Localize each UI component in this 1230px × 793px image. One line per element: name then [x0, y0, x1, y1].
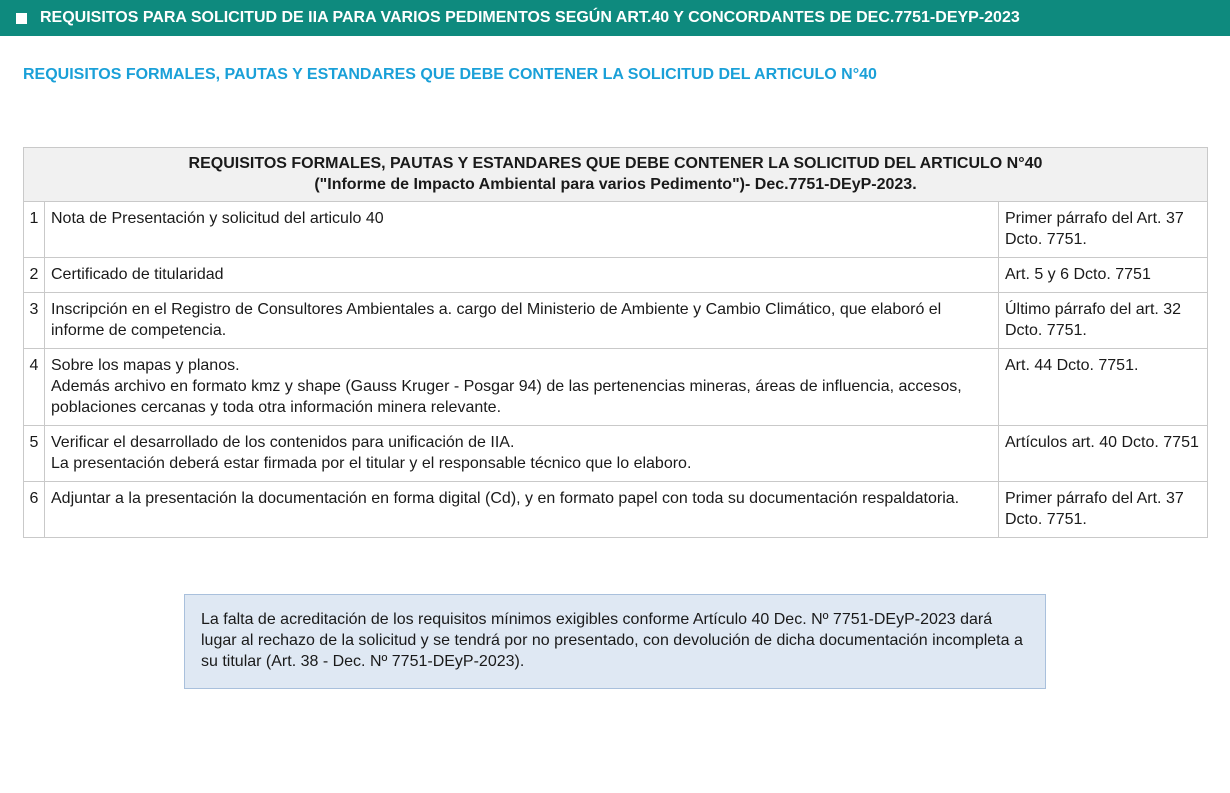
- row-requirement: [45, 349, 999, 426]
- row-reference: Primer párrafo del Art. 37 Dcto. 7751.: [999, 202, 1208, 258]
- table-row: [24, 293, 1208, 349]
- requirement-line: Nota de Presentación y solicitud del articulo 40: [51, 210, 384, 227]
- row-number: 1: [24, 202, 45, 258]
- table-row: [24, 258, 1208, 293]
- header-title: REQUISITOS PARA SOLICITUD DE IIA PARA VARIOS PEDIMENTOS SEGÚN ART.40 Y CONCORDANTES DE DEC.7751-DEYP-2023: [40, 9, 1020, 26]
- requirement-line: Verificar el desarrollado de los contenidos para unificación de IIA.: [51, 434, 515, 451]
- table-row: [24, 482, 1208, 538]
- table-title: [24, 148, 1208, 202]
- row-requirement: [45, 258, 999, 293]
- table-title-line1: REQUISITOS FORMALES, PAUTAS Y ESTANDARES QUE DEBE CONTENER LA SOLICITUD DEL ARTICULO N°40: [188, 155, 1043, 172]
- requirement-line: La presentación deberá estar firmada por el titular y el responsable técnico que lo elaboro.: [51, 455, 692, 472]
- row-number: 6: [24, 482, 45, 538]
- requirement-line: Inscripción en el Registro de Consultores Ambientales a. cargo del Ministerio de Ambiente y Cambio Climático, que elaboró el informe de competencia.: [51, 301, 942, 339]
- row-reference: Último párrafo del art. 32 Dcto. 7751.: [999, 293, 1208, 349]
- section-subheading: REQUISITOS FORMALES, PAUTAS Y ESTANDARES QUE DEBE CONTENER LA SOLICITUD DEL ARTICULO N°40: [23, 66, 877, 83]
- row-reference: Primer párrafo del Art. 37 Dcto. 7751.: [999, 482, 1208, 538]
- row-number: 2: [24, 258, 45, 293]
- row-requirement: [45, 293, 999, 349]
- table-row: [24, 202, 1208, 258]
- table-row: [24, 426, 1208, 482]
- header-bar: [0, 0, 1230, 36]
- rejection-notice: La falta de acreditación de los requisitos mínimos exigibles conforme Artículo 40 Dec. Nº 7751-DEyP-2023 dará lugar al rechazo de la solicitud y se tendrá por no presentado, con devolución de dicha documentación incompleta a su titular (Art. 38 - Dec. Nº 7751-DEyP-2023).: [184, 594, 1046, 689]
- row-number: 5: [24, 426, 45, 482]
- table-row: [24, 349, 1208, 426]
- row-reference: Artículos art. 40 Dcto. 7751: [999, 426, 1208, 482]
- row-number: 4: [24, 349, 45, 426]
- square-bullet-icon: [16, 13, 27, 24]
- row-reference: Art. 44 Dcto. 7751.: [999, 349, 1208, 426]
- requirements-table: [23, 147, 1208, 538]
- row-reference: Art. 5 y 6 Dcto. 7751: [999, 258, 1208, 293]
- table-header-row: [24, 148, 1208, 202]
- row-requirement: [45, 426, 999, 482]
- table-title-line2: ("Informe de Impacto Ambiental para varios Pedimento")- Dec.7751-DEyP-2023.: [314, 176, 917, 193]
- requirement-line: Sobre los mapas y planos.: [51, 357, 240, 374]
- requirement-line: Certificado de titularidad: [51, 266, 224, 283]
- requirement-line: Además archivo en formato kmz y shape (Gauss Kruger - Posgar 94) de las pertenencias mineras, áreas de influencia, accesos, poblaciones cercanas y toda otra información minera relevante.: [51, 378, 962, 416]
- requirement-line: Adjuntar a la presentación la documentación en forma digital (Cd), y en formato papel con toda su documentación respaldatoria.: [51, 490, 960, 507]
- row-requirement: [45, 482, 999, 538]
- row-requirement: [45, 202, 999, 258]
- row-number: 3: [24, 293, 45, 349]
